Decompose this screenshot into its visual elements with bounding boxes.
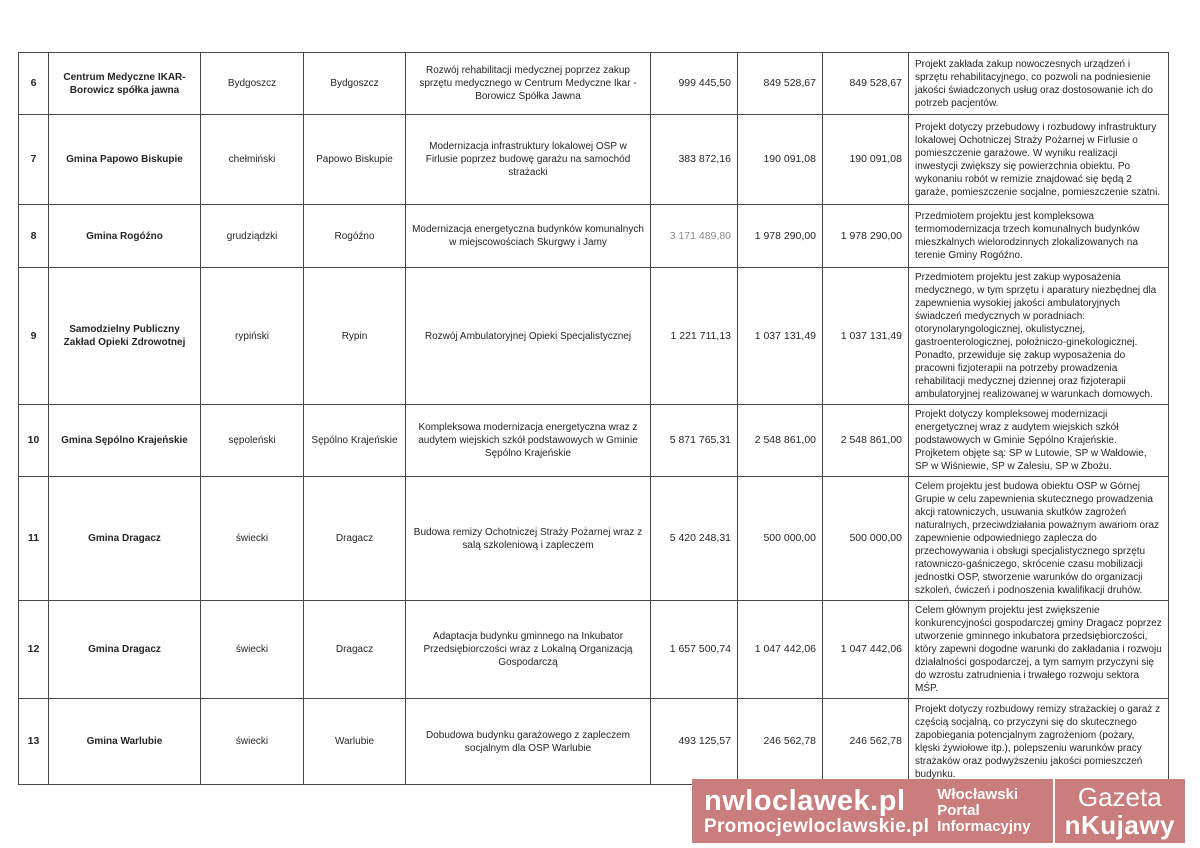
- table-row: [19, 53, 1169, 115]
- logo-tagline: [935, 779, 1046, 843]
- row-number: 7: [19, 115, 49, 205]
- grant-amount-2: 849 528,67: [823, 53, 909, 115]
- row-number: 11: [19, 477, 49, 601]
- row-number: 8: [19, 205, 49, 268]
- project-title: Budowa remizy Ochotniczej Straży Pożarnej wraz z salą szkoleniową i zapleczem: [406, 477, 651, 601]
- logo-nkujawy: nKujawy: [1064, 810, 1175, 840]
- project-title: Modernizacja infrastruktury lokalowej OSP w Firlusie poprzez budowę garażu na samochód strażacki: [406, 115, 651, 205]
- project-description: Projekt dotyczy rozbudowy remizy strażackiej o garaż z częścią socjalną, co przyczyni się do skutecznego zapobiegania potencjalnym zagrożeniom (pożary, klęski żywiołowe itp.), polepszeniu warunków pracy strażaków oraz podwyższeniu jakości pomieszczeń budynku.: [909, 699, 1169, 785]
- project-description: Przedmiotem projektu jest zakup wyposażenia medycznego, w tym sprzętu i aparatury niezbędnej dla zapewnienia wysokiej jakości ambulatoryjnych świadczeń medycznych w poradniach: otorynolaryngologicznej, okulistycznej, gastroenterologicznej, położniczo-ginekologicznej. Ponadto, przewiduje się zakup wyposażenia do pracowni fizjoterapii na potrzeby prowadzenia rehabilitacji medycznej dziennej oraz fizjoterapii ambulatoryjnej realizowanej w warunkach domowych.: [909, 268, 1169, 405]
- project-value: 1 657 500,74: [651, 601, 738, 699]
- table-row: [19, 601, 1169, 699]
- district-name: sępoleński: [201, 405, 304, 477]
- grant-amount: 190 091,08: [738, 115, 823, 205]
- projects-table-body: [19, 53, 1169, 785]
- grant-amount: 2 548 861,00: [738, 405, 823, 477]
- town-name: Dragacz: [304, 601, 406, 699]
- project-value: 999 445,50: [651, 53, 738, 115]
- grant-amount-2: 2 548 861,00: [823, 405, 909, 477]
- district-name: świecki: [201, 699, 304, 785]
- logo-tagline-line1: Włocławski: [937, 786, 1019, 803]
- grant-amount: 1 978 290,00: [738, 205, 823, 268]
- town-name: Papowo Biskupie: [304, 115, 406, 205]
- district-name: świecki: [201, 477, 304, 601]
- district-name: grudziądzki: [201, 205, 304, 268]
- project-value: 1 221 711,13: [651, 268, 738, 405]
- project-title: Adaptacja budynku gminnego na Inkubator Przedsiębiorczości wraz z Lokalną Organizacją Gospodarczą: [406, 601, 651, 699]
- beneficiary-name: Gmina Papowo Biskupie: [49, 115, 201, 205]
- district-name: Bydgoszcz: [201, 53, 304, 115]
- district-name: świecki: [201, 601, 304, 699]
- logo-nwloclawek: nwloclawek.pl: [704, 784, 906, 817]
- table-row: [19, 268, 1169, 405]
- project-value: 5 420 248,31: [651, 477, 738, 601]
- table-row: [19, 405, 1169, 477]
- town-name: Rypin: [304, 268, 406, 405]
- table-row: [19, 205, 1169, 268]
- grant-amount-2: 500 000,00: [823, 477, 909, 601]
- project-value: 493 125,57: [651, 699, 738, 785]
- logo-tagline-line2: Portal: [937, 802, 980, 819]
- district-name: chełmiński: [201, 115, 304, 205]
- grant-amount: 1 047 442,06: [738, 601, 823, 699]
- grant-amount: 246 562,78: [738, 699, 823, 785]
- beneficiary-name: Gmina Dragacz: [49, 601, 201, 699]
- district-name: rypiński: [201, 268, 304, 405]
- project-title: Modernizacja energetyczna budynków komunalnych w miejscowościach Skurgwy i Jamy: [406, 205, 651, 268]
- row-number: 6: [19, 53, 49, 115]
- logo-tagline-line3: Informacyjny: [937, 818, 1031, 835]
- beneficiary-name: Centrum Medyczne IKAR-Borowicz spółka jawna: [49, 53, 201, 115]
- project-description: Projekt dotyczy przebudowy i rozbudowy infrastruktury lokalowej Ochotniczej Straży Pożarnej w Firlusie o pomieszczenie garażowe. W wyniku realizacji inwestycji zwiększy się powierzchnia obiektu. Po wykonaniu robót w remizie znajdować się będą 2 garaże, pomieszczenie socjalne, pomieszczenie szatni.: [909, 115, 1169, 205]
- project-description: Przedmiotem projektu jest kompleksowa termomodernizacja trzech komunalnych budynków mieszkalnych wielorodzinnych zlokalizowanych na terenie Gminy Rogóźno.: [909, 205, 1169, 268]
- project-title: Rozwój rehabilitacji medycznej poprzez zakup sprzętu medycznego w Centrum Medyczne Ikar - Borowicz Spółka Jawna: [406, 53, 651, 115]
- beneficiary-name: Gmina Sępólno Krajeńskie: [49, 405, 201, 477]
- beneficiary-name: Gmina Warlubie: [49, 699, 201, 785]
- grant-amount-2: 246 562,78: [823, 699, 909, 785]
- beneficiary-name: Samodzielny Publiczny Zakład Opieki Zdrowotnej: [49, 268, 201, 405]
- row-number: 9: [19, 268, 49, 405]
- logo-promocjewloclawskie: Promocjewloclawskie.pl: [704, 815, 930, 837]
- project-title: Rozwój Ambulatoryjnej Opieki Specjalistycznej: [406, 268, 651, 405]
- town-name: Warlubie: [304, 699, 406, 785]
- project-description: Projekt zakłada zakup nowoczesnych urządzeń i sprzętu rehabilitacyjnego, co pozwoli na podniesienie jakości świadczonych usług oraz dostosowanie ich do potrzeb pacjentów.: [909, 53, 1169, 115]
- table-row: [19, 699, 1169, 785]
- grant-amount-2: 1 978 290,00: [823, 205, 909, 268]
- project-description: Celem projektu jest budowa obiektu OSP w Górnej Grupie w celu zapewnienia skutecznego prowadzenia akcji ratowniczych, usuwania skutków zagrożeń naturalnych, przeciwdziałania poważnym awariom oraz zapewnienie odpowiedniego zaplecza do przechowywania i obsługi specjalistycznego sprzętu ratowniczo-gaśniczego, skrócenie czasu mobilizacji jednostki OSP, stworzenie warunków do organizacji szkoleń, ćwiczeń i podnoszenia kwalifikacji druhów.: [909, 477, 1169, 601]
- project-description: Projekt dotyczy kompleksowej modernizacji energetycznej wraz z audytem wiejskich szkół podstawowych w Gminie Sępólno Krajeńskie. Projketem objęte są: SP w Lutowie, SP w Wałdowie, SP w Wiśniewie, SP w Zalesiu, SP w Zbożu.: [909, 405, 1169, 477]
- grant-amount-2: 190 091,08: [823, 115, 909, 205]
- row-number: 12: [19, 601, 49, 699]
- projects-table: [18, 52, 1169, 785]
- project-value: 5 871 765,31: [651, 405, 738, 477]
- town-name: Bydgoszcz: [304, 53, 406, 115]
- grant-amount: 1 037 131,49: [738, 268, 823, 405]
- logo-gazeta-nkujawy-block: [1055, 779, 1185, 843]
- footer-logo-banner: [692, 779, 1185, 843]
- project-description: Celem głównym projektu jest zwiększenie konkurencyjności gospodarczej gminy Dragacz poprzez utworzenie gminnego inkubatora przedsiębiorczości, który zapewni dogodne warunki do zakładania i rozwoju działalności gospodarczej, a tym samym przyczyni się do wzrostu zatrudnienia i trwałego rozwoju sektora MŚP.: [909, 601, 1169, 699]
- beneficiary-name: Gmina Dragacz: [49, 477, 201, 601]
- logo-gazeta: Gazeta: [1077, 782, 1162, 812]
- project-value: 383 872,16: [651, 115, 738, 205]
- row-number: 10: [19, 405, 49, 477]
- beneficiary-name: Gmina Rogóźno: [49, 205, 201, 268]
- project-value: 3 171 489,80: [651, 205, 738, 268]
- town-name: Dragacz: [304, 477, 406, 601]
- project-title: Kompleksowa modernizacja energetyczna wraz z audytem wiejskich szkół podstawowych w Gminie Sępólno Krajeńskie: [406, 405, 651, 477]
- logo-sites-block: [692, 779, 935, 843]
- grant-amount: 500 000,00: [738, 477, 823, 601]
- town-name: Rogóźno: [304, 205, 406, 268]
- table-row: [19, 115, 1169, 205]
- town-name: Sępólno Krajeńskie: [304, 405, 406, 477]
- project-title: Dobudowa budynku garażowego z zapleczem socjalnym dla OSP Warlubie: [406, 699, 651, 785]
- grant-amount: 849 528,67: [738, 53, 823, 115]
- table-row: [19, 477, 1169, 601]
- grant-amount-2: 1 037 131,49: [823, 268, 909, 405]
- grant-amount-2: 1 047 442,06: [823, 601, 909, 699]
- row-number: 13: [19, 699, 49, 785]
